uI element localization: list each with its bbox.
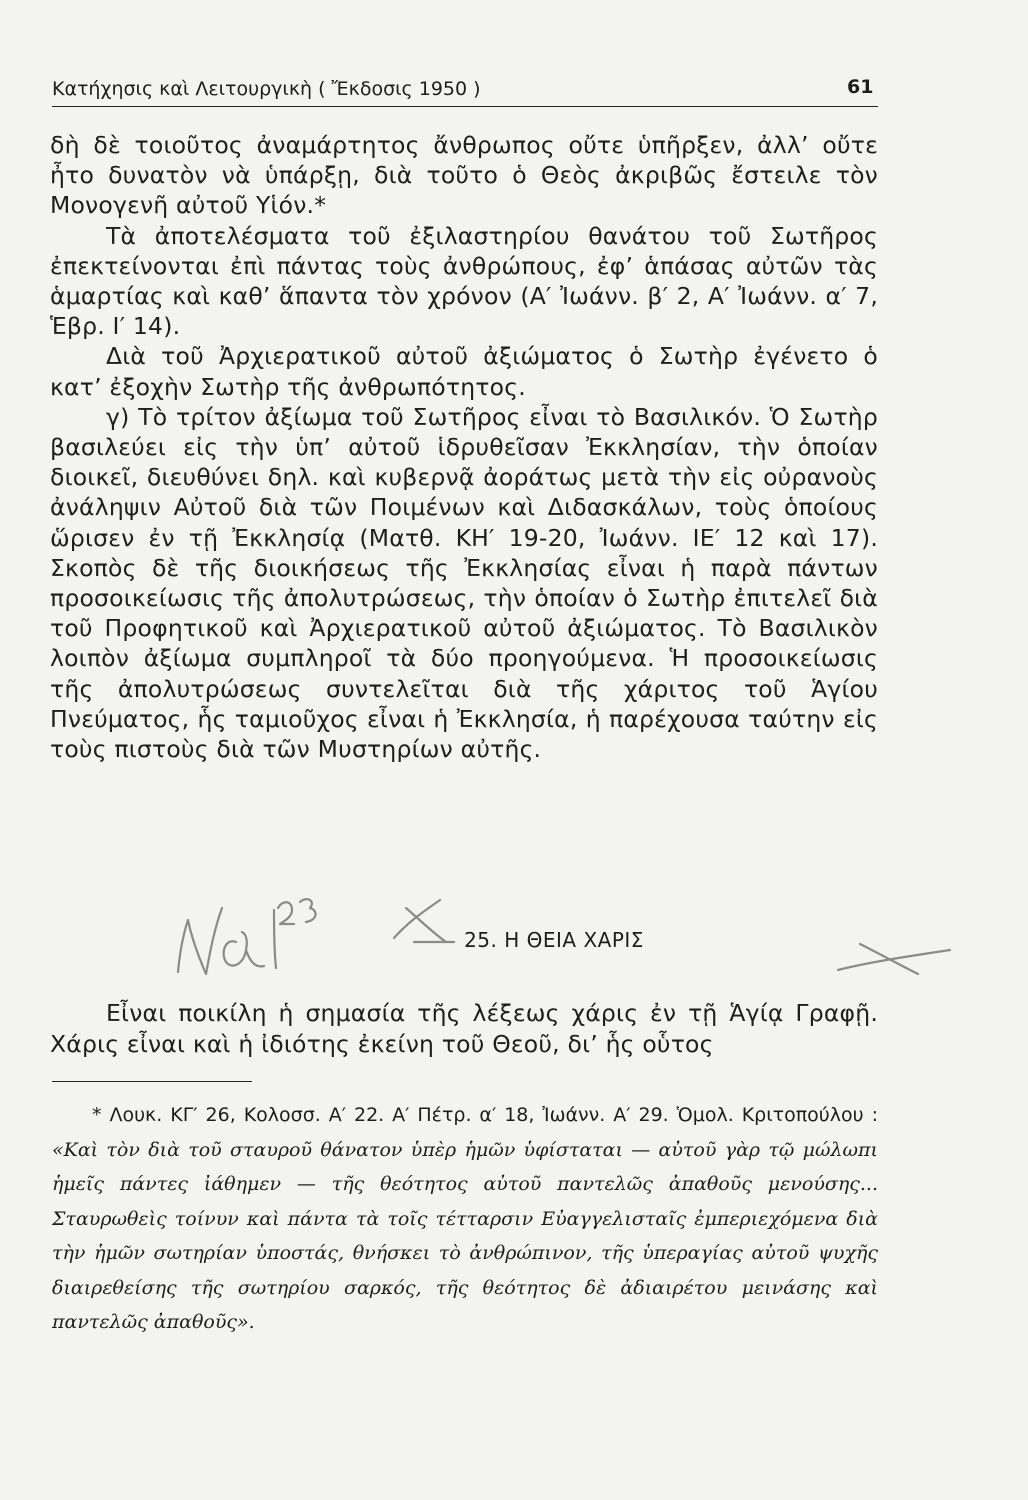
section-heading [0,928,1028,952]
running-title: Κατήχησις καὶ Λειτουργικὴ ( Ἔκδοσις 1950 ) [52,78,481,100]
footnote-divider [52,1081,252,1082]
paragraph-continued: δὴ δὲ τοιοῦτος ἀναμάρτητος ἄνθρωπος οὔτε ὑπῆρξεν, ἀλλ’ οὔτε ἦτο δυνατὸν νὰ ὑπάρξῃ, διὰ τοῦτο ὁ Θεὸς ἀκριβῶς ἔστειλε τὸν Μονογενῆ αὐτοῦ Υἱόν.* [50,131,878,220]
running-header [52,72,878,107]
footnote-references: * Λουκ. ΚΓ′ 26, Κολοσσ. Α′ 22. Α′ Πέτρ. α′ 18, Ἰωάνν. Α′ 29. Ὁμολ. Κριτοπούλου : [92,1104,878,1126]
body-text [50,130,878,764]
page-number: 61 [847,76,874,98]
paragraph-atonement-effects: Τὰ ἀποτελέσματα τοῦ ἐξιλαστηρίου θανάτου τοῦ Σωτῆρος ἐπεκτείνονται ἐπὶ πάντας τοὺς ἀνθρώπους, ἐφ’ ἁπάσας αὐτῶν τὰς ἁμαρτίας καὶ καθ’ ἅπαντα τὸν χρόνον (Α′ Ἰωάνν. β′ 2, Α′ Ἰωάνν. α′ 7, Ἑβρ. Ι′ 14). [50,221,878,341]
section-heading-text: 25. Η ΘΕΙΑ ΧΑΡΙΣ [464,928,644,952]
paragraph-royal-office: γ) Τὸ τρίτον ἀξίωμα τοῦ Σωτῆρος εἶναι τὸ Βασιλικόν. Ὁ Σωτὴρ βασιλεύει εἰς τὴν ὑπ’ αὐτοῦ ἱδρυθεῖσαν Ἐκκλησίαν, τὴν ὁποίαν διοικεῖ, διευθύνει δηλ. καὶ κυβερνᾷ ἀοράτως μετὰ τὴν εἰς οὐρανοὺς ἀνάληψιν Αὐτοῦ διὰ τῶν Ποιμένων καὶ Διδασκάλων, τοὺς ὁποίους ὥρισεν ἐν τῇ Ἐκκλησίᾳ (Ματθ. ΚΗ′ 19-20, Ἰωάνν. ΙΕ′ 12 καὶ 17). Σκοπὸς δὲ τῆς διοικήσεως τῆς Ἐκκλησίας εἶναι ἡ παρὰ πάντων προσοικείωσις τῆς ἀπολυτρώσεως, τὴν ὁποίαν ὁ Σωτὴρ ἐπιτελεῖ διὰ τοῦ Προφητικοῦ καὶ Ἀρχιερατικοῦ αὐτοῦ ἀξιώματος. Τὸ Βασιλικὸν λοιπὸν ἀξίωμα συμπληροῖ τὰ δύο προηγούμενα. Ἡ προσοικείωσις τῆς ἀπολυτρώσεως συντελεῖται διὰ τῆς χάριτος τοῦ Ἁγίου Πνεύματος, ἧς ταμιοῦχος εἶναι ἡ Ἐκκλησία, ἡ παρέχουσα ταύτην εἰς τοὺς πιστοὺς διὰ τῶν Μυστηρίων αὐτῆς. [50,402,878,764]
footnotes [52,1098,878,1340]
footnote [52,1098,878,1340]
section-body [50,998,878,1060]
footnote-quotation: «Καὶ τὸν διὰ τοῦ σταυροῦ θάνατον ὑπὲρ ἡμῶν ὑφίσταται — αὐτοῦ γὰρ τῷ μώλωπι ἡμεῖς πάντες ἰάθημεν — τῆς θεότητος αὐτοῦ παντελῶς ἀπαθοῦς μενούσης... Σταυρωθεὶς τοίνυν καὶ πάντα τὰ τοῖς τέτταρσιν Εὐαγγελισταῖς ἐμπεριεχόμενα διὰ τὴν ἡμῶν σωτηρίαν ὑποστάς, θνήσκει τὸ ἀνθρώπινον, τῆς ὑπεραγίας αὐτοῦ ψυχῆς διαιρεθείσης τῆς σωτηρίου σαρκός, τῆς θεότητος δὲ ἀδιαιρέτου μεινάσης καὶ παντελῶς ἀπαθοῦς». [52,1138,878,1333]
paragraph-high-priestly-office: Διὰ τοῦ Ἀρχιερατικοῦ αὐτοῦ ἀξιώματος ὁ Σωτὴρ ἐγένετο ὁ κατ’ ἐξοχὴν Σωτὴρ τῆς ἀνθρωπότητος. [50,342,878,401]
paragraph-grace-intro: Εἶναι ποικίλη ἡ σημασία τῆς λέξεως χάρις ἐν τῇ Ἁγίᾳ Γραφῇ. Χάρις εἶναι καὶ ἡ ἰδιότης ἐκείνη τοῦ Θεοῦ, δι’ ἧς οὗτος [50,999,878,1058]
